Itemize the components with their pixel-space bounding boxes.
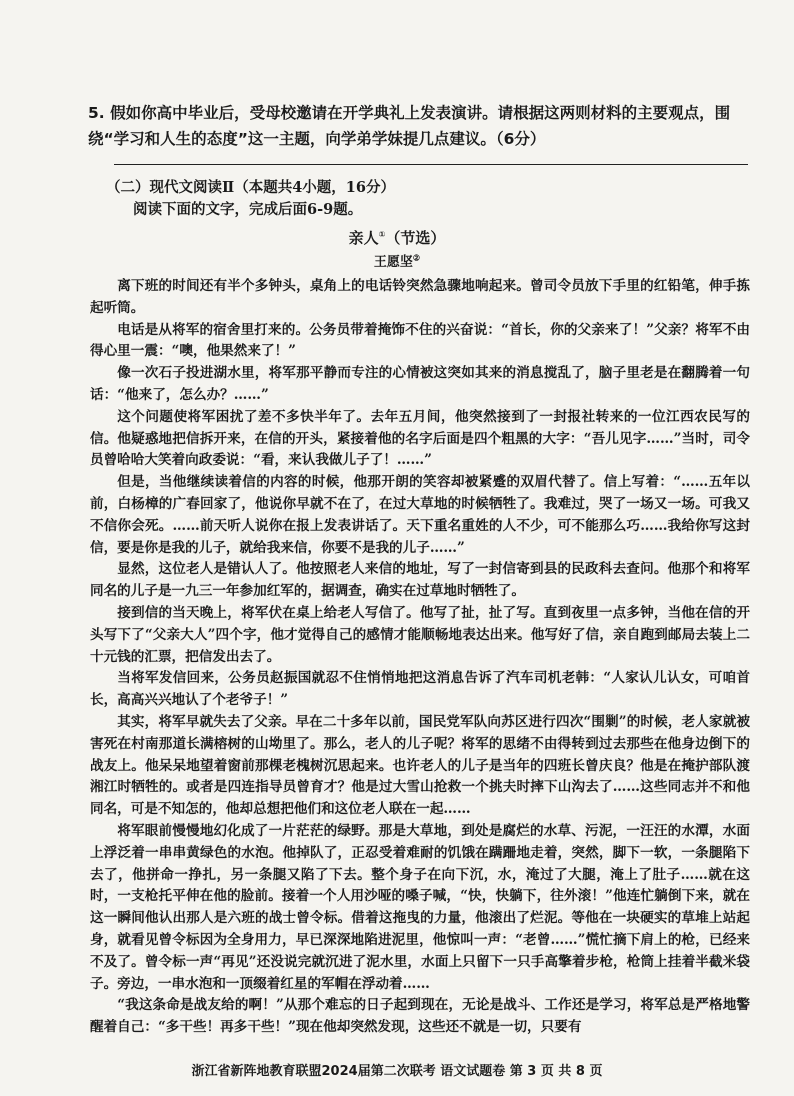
section-heading: （二）现代文阅读Ⅱ（本题共4小题，16分）	[106, 179, 395, 196]
paragraph: 这个问题使将军困扰了差不多快半年了。去年五月间，他突然接到了一封报社转来的一位江西农民写的信。他疑惑地把信拆开来，在信的开头，紧接着他的名字后面是四个粗黑的大字：“吾儿见字……”当时，司令员曾哈哈大笑着向政委说：“看，来认我做儿子了！……”	[90, 408, 750, 469]
question-5: 5. 假如你高中毕业后，受母校邀请在开学典礼上发表演讲。请根据这两则材料的主要观点，围绕“学习和人生的态度”这一主题，向学弟学妹提几点建议。（6分）	[88, 104, 731, 148]
article-title-suffix: （节选）	[385, 229, 446, 247]
paragraph: 离下班的时间还有半个多钟头，桌角上的电话铃突然急骤地响起来。曾司令员放下手里的红铅笔，伸手拣起听筒。	[90, 278, 750, 316]
paragraph: 像一次石子投进湖水里，将军那平静而专注的心情被这突如其来的消息搅乱了，脑子里老是在翻腾着一句话：“他来了，怎么办？……”	[90, 365, 750, 403]
article-author	[0, 251, 794, 270]
paragraph: “我这条命是战友给的啊！”从那个难忘的日子起到现在，无论是战斗、工作还是学习，将军总是严格地警醒着自己：“多干些！再多干些！”现在他却突然发现，这些还不就是一切，只要有	[90, 997, 750, 1036]
author-footnote-mark: ②	[412, 252, 421, 263]
author-name: 王愿坚	[373, 255, 413, 270]
paragraph: 但是，当他继续读着信的内容的时候，他那开朗的笑容却被紧蹙的双眉代替了。信上写着：“……五年以前，白杨樟的广春回家了，他说你早就不在了，在过大草地的时候牺牲了。我难过，哭了一场又一场。可我又不信你会死。……前天听人说你在报上发表讲话了。天下重名重姓的人不少，可不能那么巧……我给你写这封信，要是你是我的儿子，就给我来信，你要不是我的儿子……”	[90, 474, 750, 556]
paragraph: 电话是从将军的宿舍里打来的。公务员带着掩饰不住的兴奋说：“首长，你的父亲来了！”父亲？将军不由得心里一震：“噢，他果然来了！”	[90, 321, 750, 360]
paragraph: 显然，这位老人是错认人了。他按照老人来信的地址，写了一封信寄到县的民政科去查问。他那个和将军同名的儿子是一九三一年参加红军的，据调查，确实在过草地时牺牲了。	[90, 561, 750, 600]
article-title	[0, 227, 794, 248]
paragraph: 接到信的当天晚上，将军伏在桌上给老人写信了。他写了扯，扯了写。直到夜里一点多钟，当他在信的开头写下了“父亲大人”四个字，他才觉得自己的感情才能顺畅地表达出来。他写好了信，亲自跑到邮局去装上二十元钱的汇票，把信发出去了。	[90, 604, 750, 665]
page-footer: 浙江省新阵地教育联盟2024届第二次联考 语文试题卷 第 3 页 共 8 页	[191, 1064, 603, 1079]
article-title-text: 亲人	[348, 229, 379, 247]
section-instruction: 阅读下面的文字，完成后面6-9题。	[133, 201, 363, 218]
paragraph: 将军眼前慢慢地幻化成了一片茫茫的绿野。那是大草地，到处是腐烂的水草、污泥，一汪汪的水潭，水面上浮泛着一串串黄绿色的水泡。他掉队了，正忍受着难耐的饥饿在蹒跚地走着，突然，脚下一软，一条腿陷下去了，他拼命一挣扎，另一条腿又陷了下去。整个身子在向下沉，水，淹过了大腿，淹上了肚子……就在这时，一支枪托平伸在他的脸前。接着一个人用沙哑的嗓子喊，“快，快躺下，往外滚！”他连忙躺倒下来，就在这一瞬间他认出那人是六班的战士曾令标。借着这拖曳的力量，他滚出了烂泥。等他在一块硬实的草堆上站起身，就看见曾令标因为全身用力，早已深深地陷进泥里，他惊叫一声：“老曾……”慌忙摘下肩上的枪，已经来不及了。曾令标一声“再见”还没说完就沉进了泥水里，水面上只留下一只手高擎着步枪，枪筒上挂着半截米袋子。旁边，一串水泡和一顶缀着红星的军帽在浮动着……	[90, 822, 750, 992]
article-body	[90, 276, 750, 1039]
paragraph: 其实，将军早就失去了父亲。早在二十多年以前，国民党军队向苏区进行四次“围剿”的时候，老人家就被害死在村南那道长满榕树的山坳里了。那么，老人的儿子呢？将军的思绪不由得转到过去那些在他身边倒下的战友上。他呆呆地望着窗前那棵老槐树沉思起来。也许老人的儿子是当年的四班长曾庆良？他是在掩护部队渡湘江时牺牲的。或者是四连指导员曾育才？他是过大雪山抢救一个挑夫时摔下山沟去了……这些同志并不和他同名，可是不知怎的，他却总想把他们和这位老人联在一起……	[90, 713, 750, 818]
paragraph: 当将军发信回来，公务员赵振国就忍不住悄悄地把这消息告诉了汽车司机老韩：“人家认儿认女，可咱首长，高高兴兴地认了个老爷子！”	[90, 670, 750, 709]
answer-line	[114, 164, 748, 165]
title-footnote-mark: ①	[378, 230, 386, 239]
